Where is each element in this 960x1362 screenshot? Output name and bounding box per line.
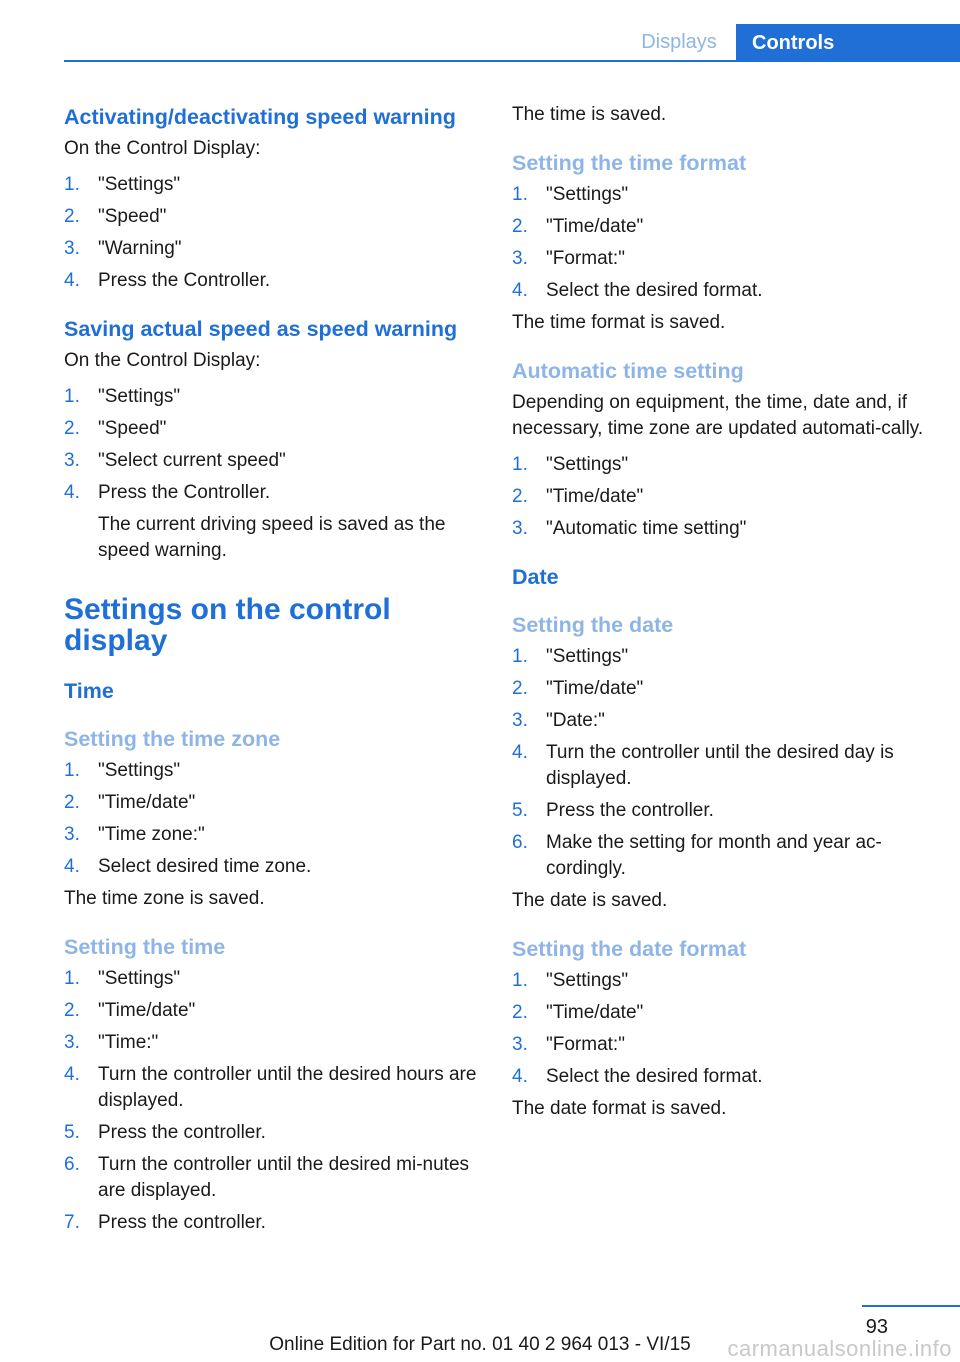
step-text-container: [98, 480, 484, 564]
step-text: "Settings": [98, 968, 181, 989]
step-text-container: [98, 1030, 484, 1056]
list-item: [64, 1062, 484, 1114]
list-item: [64, 998, 484, 1024]
list-item: [64, 790, 484, 816]
step-number: 3.: [64, 450, 80, 471]
step-number: 1.: [64, 174, 80, 195]
step-text: Press the Controller.: [98, 482, 271, 503]
time-steps-list: [64, 966, 484, 1236]
step-text: "Settings": [546, 646, 629, 667]
step-text-container: [546, 1064, 932, 1090]
step-number: 2.: [64, 1000, 80, 1021]
step-text-container: [98, 854, 484, 880]
step-number: 2.: [64, 418, 80, 439]
step-text-container: [546, 740, 932, 792]
zone-result: The time zone is saved.: [64, 888, 265, 909]
heading-date-format: Setting the date format: [512, 937, 747, 961]
step-text: "Settings": [546, 454, 629, 475]
step-text-container: [546, 278, 932, 304]
step-number: 4.: [64, 856, 80, 877]
step-text-container: [98, 822, 484, 848]
step-text: "Warning": [98, 238, 182, 259]
step-number: 1.: [512, 184, 528, 205]
step-text: "Format:": [546, 1034, 625, 1055]
list-item: [64, 384, 484, 410]
step-text: Select desired time zone.: [98, 856, 312, 877]
right-column: [512, 102, 932, 1122]
list-item: [512, 214, 932, 240]
heading-time-format: Setting the time format: [512, 151, 747, 175]
list-item: [512, 968, 932, 994]
step-text: "Time/date": [98, 792, 196, 813]
list-item: [64, 1120, 484, 1146]
step-text-container: [98, 1210, 484, 1236]
page-number-rule: [862, 1305, 960, 1307]
step-text: "Time/date": [546, 216, 644, 237]
step-text-container: [98, 268, 484, 294]
step-text-container: [98, 448, 484, 474]
list-item: [512, 484, 932, 510]
time-result: The time is saved.: [512, 104, 667, 125]
step-text-container: [98, 1152, 484, 1204]
list-item: [512, 644, 932, 670]
step-text: Press the controller.: [98, 1212, 266, 1233]
auto-steps-list: [512, 452, 932, 542]
step-text-container: [98, 1120, 484, 1146]
list-item: [512, 516, 932, 542]
step-text: "Speed": [98, 418, 167, 439]
step-number: 3.: [512, 248, 528, 269]
step-number: 4.: [512, 1066, 528, 1087]
heading-date: Date: [512, 565, 559, 589]
step-text: Turn the controller until the desired day is displayed.: [546, 742, 894, 789]
step-number: 3.: [512, 710, 528, 731]
header-rule: [64, 60, 960, 62]
step-text-container: [98, 384, 484, 410]
date-format-steps-list: [512, 968, 932, 1090]
list-item: [512, 1000, 932, 1026]
date-result: The date is saved.: [512, 890, 668, 911]
step-text: "Settings": [98, 386, 181, 407]
step-number: 5.: [64, 1122, 80, 1143]
step-number: 4.: [64, 270, 80, 291]
step-number: 1.: [64, 760, 80, 781]
automatic-time-text: Depending on equipment, the time, date and, if necessary, time zone are updated automati‐cally.: [512, 392, 924, 439]
step-text-container: [98, 204, 484, 230]
step-number: 2.: [512, 216, 528, 237]
step-text-container: [546, 516, 932, 542]
heading-automatic-time: Automatic time setting: [512, 359, 744, 383]
step-number: 3.: [512, 518, 528, 539]
tab-controls: Controls: [736, 24, 960, 62]
step-text-container: [98, 172, 484, 198]
date-format-result: The date format is saved.: [512, 1098, 727, 1119]
step-text-container: [546, 1000, 932, 1026]
list-item: [64, 966, 484, 992]
format-steps-list: [512, 182, 932, 304]
step-number: 3.: [64, 1032, 80, 1053]
step-text-container: [546, 676, 932, 702]
step-text: "Time/date": [98, 1000, 196, 1021]
heading-time: Time: [64, 679, 114, 703]
step-number: 1.: [512, 970, 528, 991]
step-number: 1.: [64, 968, 80, 989]
watermark: carmanualsonline.info: [727, 1336, 952, 1361]
step-text: Turn the controller until the desired hours are displayed.: [98, 1064, 477, 1111]
step-number: 3.: [64, 824, 80, 845]
list-item: [64, 480, 484, 564]
step-number: 2.: [64, 792, 80, 813]
step-text: "Time/date": [546, 678, 644, 699]
step-text: Press the controller.: [546, 800, 714, 821]
list-item: [512, 740, 932, 792]
step-text: "Settings": [546, 184, 629, 205]
step-number: 6.: [512, 832, 528, 853]
tab-displays: Displays: [641, 30, 717, 53]
step-text-container: [546, 708, 932, 734]
activate-intro: On the Control Display:: [64, 138, 261, 159]
list-item: [512, 830, 932, 882]
step-text-container: [546, 830, 932, 882]
step-text: "Automatic time setting": [546, 518, 747, 539]
step-text-container: [546, 214, 932, 240]
step-text: "Time:": [98, 1032, 159, 1053]
left-column: [64, 102, 484, 1242]
step-text: Select the desired format.: [546, 1066, 763, 1087]
step-number: 5.: [512, 800, 528, 821]
step-text: Press the controller.: [98, 1122, 266, 1143]
list-item: [512, 676, 932, 702]
step-text-container: [98, 416, 484, 442]
step-text: "Date:": [546, 710, 605, 731]
step-number: 4.: [512, 742, 528, 763]
step-number: 3.: [64, 238, 80, 259]
list-item: [512, 182, 932, 208]
list-item: [512, 246, 932, 272]
heading-activate-speed-warning: Activating/deactivating speed warning: [64, 105, 456, 129]
step-text: "Settings": [98, 760, 181, 781]
list-item: [512, 798, 932, 824]
list-item: [64, 854, 484, 880]
list-item: [512, 708, 932, 734]
step-text-container: [546, 1032, 932, 1058]
step-number: 4.: [64, 1064, 80, 1085]
list-item: [512, 452, 932, 478]
step-text: Select the desired format.: [546, 280, 763, 301]
list-item: [64, 204, 484, 230]
list-item: [64, 448, 484, 474]
step-text: "Time/date": [546, 486, 644, 507]
list-item: [512, 1064, 932, 1090]
page-number: 93: [865, 1316, 888, 1338]
step-text: "Format:": [546, 248, 625, 269]
step-text-container: [546, 182, 932, 208]
step-text: "Speed": [98, 206, 167, 227]
step-number: 2.: [512, 678, 528, 699]
step-text: Make the setting for month and year ac‐cordingly.: [546, 832, 882, 879]
step-text-container: [98, 236, 484, 262]
step-text-container: [98, 998, 484, 1024]
step-text-container: [98, 790, 484, 816]
list-item: [64, 268, 484, 294]
step-text-container: [546, 452, 932, 478]
heading-setting-date: Setting the date: [512, 613, 674, 637]
activate-steps-list: [64, 172, 484, 294]
step-text-container: [98, 966, 484, 992]
step-text: "Time zone:": [98, 824, 205, 845]
list-item: [512, 278, 932, 304]
save-intro: On the Control Display:: [64, 350, 261, 371]
heading-setting-time: Setting the time: [64, 935, 226, 959]
list-item: [64, 1210, 484, 1236]
list-item: [512, 1032, 932, 1058]
step-text: "Settings": [546, 970, 629, 991]
step-number: 6.: [64, 1154, 80, 1175]
heading-settings-control-display: Settings on the control display: [64, 593, 391, 657]
list-item: [64, 1030, 484, 1056]
step-text-container: [98, 1062, 484, 1114]
heading-save-speed-warning: Saving actual speed as speed warning: [64, 317, 458, 341]
step-number: 3.: [512, 1034, 528, 1055]
list-item: [64, 1152, 484, 1204]
step-number: 1.: [512, 646, 528, 667]
format-result: The time format is saved.: [512, 312, 726, 333]
zone-steps-list: [64, 758, 484, 880]
list-item: [64, 172, 484, 198]
step-number: 1.: [64, 386, 80, 407]
step-text-container: [546, 968, 932, 994]
save-steps-list: [64, 384, 484, 564]
step-text-container: [546, 798, 932, 824]
list-item: [64, 758, 484, 784]
list-item: [64, 236, 484, 262]
step-text: Press the Controller.: [98, 270, 271, 291]
step-number: 7.: [64, 1212, 80, 1233]
step-result: The current driving speed is saved as the speed warning.: [98, 514, 446, 561]
step-text: "Settings": [98, 174, 181, 195]
step-text: "Time/date": [546, 1002, 644, 1023]
step-text-container: [98, 758, 484, 784]
edition-footer: Online Edition for Part no. 01 40 2 964 013 - VI/15: [269, 1334, 691, 1355]
heading-time-zone: Setting the time zone: [64, 727, 281, 751]
list-item: [64, 416, 484, 442]
step-text-container: [546, 246, 932, 272]
step-number: 2.: [64, 206, 80, 227]
date-steps-list: [512, 644, 932, 882]
step-number: 2.: [512, 1002, 528, 1023]
step-text-container: [546, 644, 932, 670]
step-number: 4.: [512, 280, 528, 301]
step-number: 2.: [512, 486, 528, 507]
step-text-container: [546, 484, 932, 510]
step-text: "Select current speed": [98, 450, 286, 471]
step-number: 1.: [512, 454, 528, 475]
list-item: [64, 822, 484, 848]
step-text: Turn the controller until the desired mi‐nutes are displayed.: [98, 1154, 470, 1201]
step-number: 4.: [64, 482, 80, 503]
